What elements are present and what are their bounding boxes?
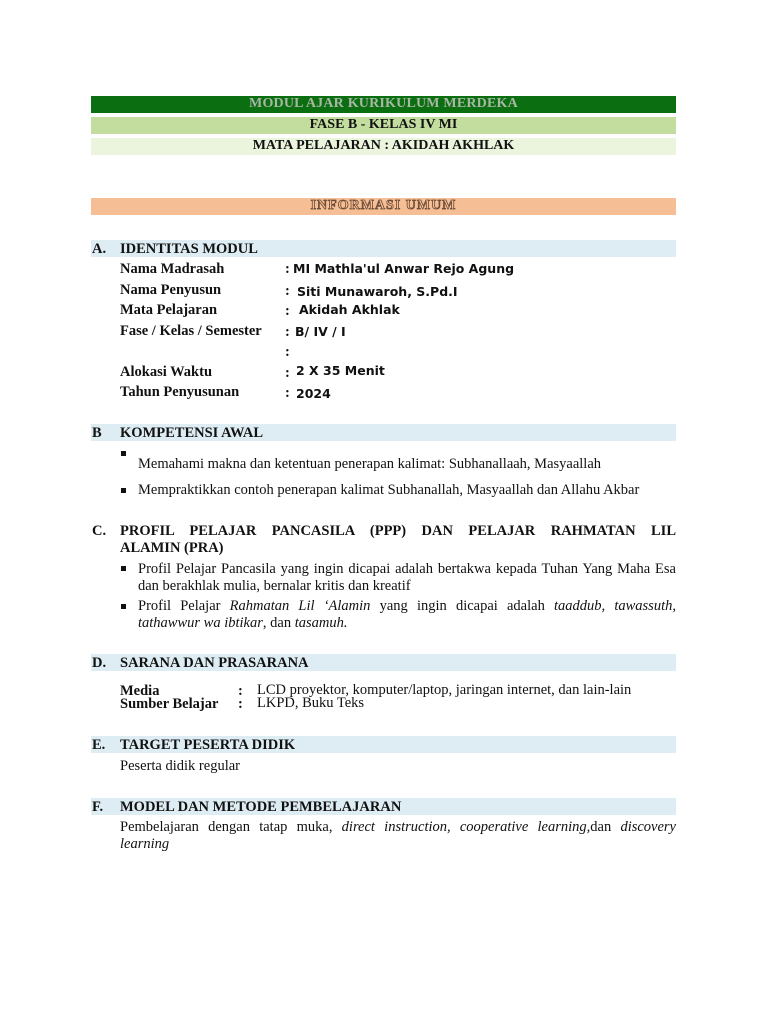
section-f-number: F. — [92, 799, 104, 815]
section-e-number: E. — [92, 737, 106, 753]
label-fase-kelas-semester: Fase / Kelas / Semester — [120, 323, 262, 339]
value-tahun-penyusunan: 2024 — [296, 386, 331, 401]
section-d-header — [91, 654, 676, 671]
media-value: LCD proyektor, komputer/laptop, jaringan internet, dan lain-lain — [257, 682, 632, 698]
sep-tahun-penyusunan: : — [285, 385, 290, 401]
label-nama-madrasah: Nama Madrasah — [120, 261, 225, 277]
section-b-title: KOMPETENSI AWAL — [120, 425, 264, 441]
media-label: Media — [120, 683, 160, 699]
bullet-icon — [121, 604, 126, 609]
model-text-part-b: direct instruction, cooperative learning, — [341, 819, 591, 835]
section-b-header — [91, 424, 676, 441]
model-method-text — [120, 819, 676, 853]
profile-item-2 — [138, 598, 676, 632]
general-info-bar: INFORMASI UMUM — [91, 198, 676, 215]
model-text-part-a: Pembelajaran dengan tatap muka, — [120, 819, 342, 835]
value-fase-kelas-semester: B/ IV / I — [295, 324, 346, 339]
section-f-title: MODEL DAN METODE PEMBELAJARAN — [120, 799, 402, 815]
model-text-part-d: discovery learning — [120, 819, 676, 852]
section-d-title: SARANA DAN PRASARANA — [120, 655, 309, 671]
profile-item-2-part-b: Rahmatan Lil ‘Alamin — [229, 598, 371, 614]
sep-nama-madrasah: : — [285, 261, 290, 277]
module-title-bar: MODUL AJAR KURIKULUM MERDEKA — [91, 96, 676, 113]
profile-item-1: Profil Pelajar Pancasila yang ingin dicapai adalah bertakwa kepada Tuhan Yang Maha Esa dan berakhlak mulia, bernalar kritis dan kreatif — [138, 561, 676, 594]
label-tahun-penyusunan: Tahun Penyusunan — [120, 384, 240, 400]
profile-item-2-part-e: , dan — [262, 615, 295, 631]
profile-item-2-part-a: Profil Pelajar — [138, 598, 230, 614]
media-sep: : — [238, 683, 243, 699]
section-c-title-line2: ALAMIN (PRA) — [120, 540, 224, 556]
section-a-title: IDENTITAS MODUL — [120, 241, 258, 257]
section-c-number: C. — [92, 523, 107, 539]
section-e-header — [91, 736, 676, 753]
section-a-header — [91, 240, 676, 257]
target-text: Peserta didik regular — [120, 758, 240, 774]
value-alokasi-waktu: 2 X 35 Menit — [296, 363, 385, 378]
value-mata-pelajaran: Akidah Akhlak — [299, 302, 400, 317]
competency-item-2: Mempraktikkan contoh penerapan kalimat Subhanallah, Masyaallah dan Allahu Akbar — [138, 482, 640, 498]
sep-nama-penyusun: : — [285, 283, 290, 299]
value-nama-penyusun: Siti Munawaroh, S.Pd.I — [297, 284, 458, 299]
sep-empty-row: : — [285, 344, 290, 360]
sumber-belajar-sep: : — [238, 696, 243, 712]
sumber-belajar-value: LKPD, Buku Teks — [257, 695, 365, 711]
section-f-header — [91, 798, 676, 815]
label-alokasi-waktu: Alokasi Waktu — [120, 364, 213, 380]
section-a-number: A. — [92, 241, 107, 257]
bullet-icon — [121, 488, 126, 493]
label-nama-penyusun: Nama Penyusun — [120, 282, 222, 298]
bullet-icon — [121, 451, 126, 456]
section-d-number: D. — [92, 655, 107, 671]
profile-item-2-part-d: taaddub, tawassuth, tathawwur wa ibtikar — [138, 598, 676, 631]
phase-class-bar: FASE B - KELAS IV MI — [91, 117, 676, 134]
bullet-icon — [121, 566, 126, 571]
sep-mata-pelajaran: : — [285, 303, 290, 319]
section-c-title-line1: PROFIL PELAJAR PANCASILA (PPP) DAN PELAJAR RAHMATAN LIL — [120, 523, 676, 539]
model-text-part-c: dan — [590, 819, 621, 835]
section-e-title: TARGET PESERTA DIDIK — [120, 737, 296, 753]
value-nama-madrasah: MI Mathla'ul Anwar Rejo Agung — [293, 261, 515, 276]
competency-item-1: Memahami makna dan ketentuan penerapan kalimat: Subhanallaah, Masyaallah — [138, 456, 602, 472]
profile-item-2-part-c: yang ingin dicapai adalah — [370, 598, 555, 614]
sep-alokasi-waktu: : — [285, 365, 290, 381]
sep-fase-kelas-semester: : — [285, 324, 290, 340]
profile-item-2-part-f: tasamuh. — [294, 615, 348, 631]
sumber-belajar-label: Sumber Belajar — [120, 696, 219, 712]
subject-bar: MATA PELAJARAN : AKIDAH AKHLAK — [91, 138, 676, 155]
label-mata-pelajaran: Mata Pelajaran — [120, 302, 218, 318]
section-b-number: B — [92, 425, 102, 441]
